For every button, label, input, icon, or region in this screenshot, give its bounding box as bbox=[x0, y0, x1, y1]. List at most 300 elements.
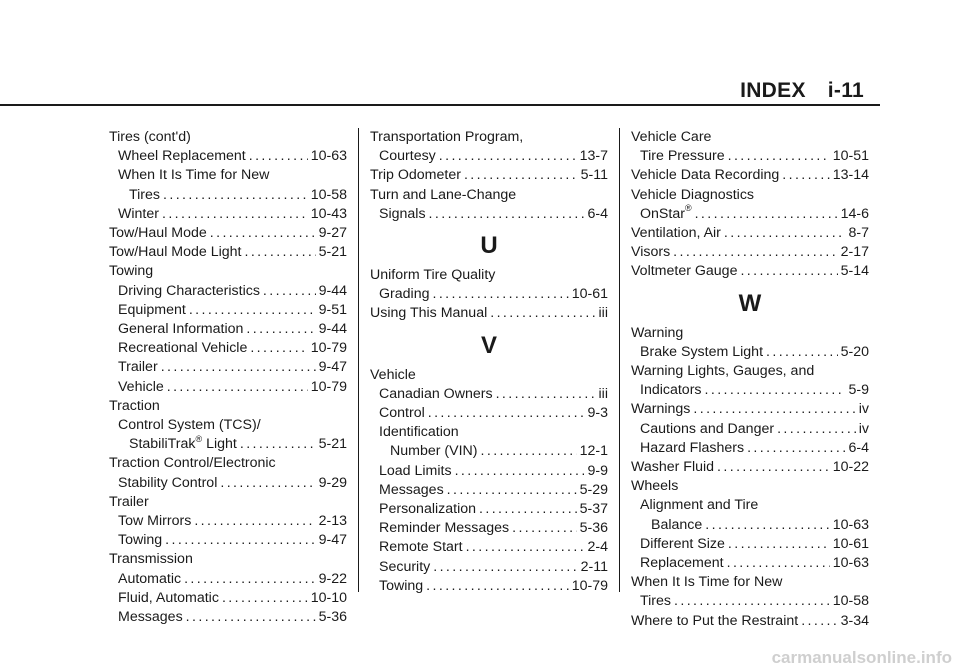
entry-text: Traction Control/Electronic bbox=[109, 455, 276, 472]
entry-text: Towing bbox=[118, 532, 163, 549]
page-reference: 10-79 bbox=[571, 577, 608, 594]
entry-term bbox=[118, 301, 186, 320]
entry-text: StabiliTrak bbox=[129, 436, 196, 453]
entry-term bbox=[640, 420, 774, 439]
page-reference: 5-11 bbox=[580, 167, 608, 184]
page-reference: 10-51 bbox=[832, 148, 869, 165]
dot-leader bbox=[163, 186, 308, 205]
entry-text: Vehicle Diagnostics bbox=[631, 186, 755, 203]
index-column-1 bbox=[109, 128, 347, 627]
dot-leader bbox=[705, 381, 846, 400]
index-entry bbox=[631, 400, 869, 419]
dot-leader bbox=[728, 147, 830, 166]
entry-text: Brake System Light bbox=[640, 343, 764, 360]
entry-term bbox=[379, 462, 452, 481]
index-entry bbox=[370, 423, 608, 442]
dot-leader bbox=[747, 439, 845, 458]
entry-text: Where to Put the Restraint bbox=[631, 612, 799, 629]
entry-term bbox=[118, 589, 219, 608]
page-reference: 10-58 bbox=[310, 186, 347, 203]
dot-leader bbox=[447, 481, 577, 500]
page-reference: 10-63 bbox=[832, 555, 869, 572]
entry-text: Uniform Tire Quality bbox=[370, 267, 496, 284]
entry-text: Vehicle Data Recording bbox=[631, 167, 780, 184]
entry-text: Warnings bbox=[631, 401, 691, 418]
page-reference: 9-22 bbox=[318, 570, 347, 587]
page-reference: 9-29 bbox=[318, 474, 347, 491]
dot-leader bbox=[189, 301, 316, 320]
entry-term bbox=[370, 304, 487, 323]
entry-text: Winter bbox=[118, 205, 159, 222]
index-entry bbox=[109, 416, 347, 435]
dot-leader bbox=[466, 538, 585, 557]
entry-term bbox=[118, 416, 261, 435]
entry-text: Turn and Lane-Change bbox=[370, 186, 517, 203]
entry-term bbox=[118, 358, 158, 377]
index-entry bbox=[109, 339, 347, 358]
page-reference: 12-1 bbox=[579, 443, 608, 460]
index-entry bbox=[631, 166, 869, 185]
entry-text: Indicators bbox=[640, 382, 702, 399]
page-reference: 9-51 bbox=[318, 301, 347, 318]
entry-term bbox=[129, 186, 160, 205]
dot-leader bbox=[717, 458, 830, 477]
entry-text: Different Size bbox=[640, 535, 725, 552]
entry-text: Voltmeter Gauge bbox=[631, 263, 738, 280]
entry-text: Number (VIN) bbox=[390, 443, 478, 460]
page-reference: 10-10 bbox=[310, 589, 347, 606]
index-entry bbox=[631, 243, 869, 262]
entry-term bbox=[370, 186, 516, 205]
entry-term bbox=[118, 378, 164, 397]
page-reference: 9-9 bbox=[587, 462, 608, 479]
index-entry bbox=[370, 147, 608, 166]
dot-leader bbox=[165, 531, 315, 550]
page-reference: 5-20 bbox=[840, 343, 869, 360]
index-entry bbox=[109, 262, 347, 281]
entry-term bbox=[118, 608, 183, 627]
entry-text: Towing bbox=[379, 577, 424, 594]
entry-text: Equipment bbox=[118, 301, 186, 318]
entry-text: Control System (TCS)/ bbox=[118, 417, 261, 434]
entry-term bbox=[118, 147, 246, 166]
entry-term bbox=[640, 343, 763, 362]
dot-leader bbox=[479, 500, 577, 519]
entry-term bbox=[118, 205, 159, 224]
entry-text: Trip Odometer bbox=[370, 167, 461, 184]
entry-text: Reminder Messages bbox=[379, 520, 510, 537]
page-reference: 6-4 bbox=[587, 205, 608, 222]
index-column-2 bbox=[370, 128, 608, 596]
entry-text: Balance bbox=[651, 516, 703, 533]
entry-text: Grading bbox=[379, 286, 430, 303]
entry-text: Remote Start bbox=[379, 539, 463, 556]
entry-term bbox=[631, 362, 814, 381]
entry-text: When It Is Time for New bbox=[631, 574, 783, 591]
entry-term bbox=[379, 558, 430, 577]
entry-term bbox=[631, 400, 690, 419]
entry-term bbox=[631, 166, 779, 185]
entry-term bbox=[631, 477, 678, 496]
index-entry bbox=[109, 378, 347, 397]
dot-leader bbox=[433, 558, 577, 577]
index-entry bbox=[631, 205, 869, 224]
dot-leader bbox=[490, 304, 595, 323]
entry-text: Tow/Haul Mode bbox=[109, 225, 207, 242]
entry-term bbox=[118, 320, 243, 339]
dot-leader bbox=[464, 166, 578, 185]
column-divider-2 bbox=[619, 128, 620, 592]
index-entry bbox=[109, 320, 347, 339]
index-entry bbox=[631, 592, 869, 611]
index-entry bbox=[631, 381, 869, 400]
index-entry bbox=[109, 493, 347, 512]
entry-text: Tires bbox=[129, 186, 161, 203]
page-reference: 10-79 bbox=[310, 378, 347, 395]
entry-text: Alignment and Tire bbox=[640, 497, 759, 514]
page-reference: 10-43 bbox=[310, 205, 347, 222]
index-entry bbox=[109, 224, 347, 243]
dot-leader bbox=[222, 589, 308, 608]
entry-text: When It Is Time for New bbox=[118, 167, 270, 184]
page-reference: 10-79 bbox=[310, 340, 347, 357]
entry-term bbox=[640, 439, 744, 458]
page-reference: 6-4 bbox=[848, 439, 869, 456]
index-entry bbox=[370, 500, 608, 519]
header-rule bbox=[0, 104, 880, 106]
entry-term bbox=[631, 186, 754, 205]
entry-term bbox=[118, 339, 247, 358]
entry-term bbox=[631, 243, 670, 262]
entry-term bbox=[631, 573, 782, 592]
entry-term bbox=[118, 166, 269, 185]
index-entry bbox=[370, 205, 608, 224]
index-entry bbox=[370, 366, 608, 385]
index-entry bbox=[370, 462, 608, 481]
entry-term bbox=[631, 324, 683, 343]
entry-text: Personalization bbox=[379, 501, 477, 518]
entry-text: Identification bbox=[379, 424, 459, 441]
entry-term bbox=[379, 423, 459, 442]
entry-term bbox=[370, 266, 495, 285]
entry-term bbox=[631, 458, 714, 477]
registered-mark: ® bbox=[684, 203, 692, 214]
section-letter: U bbox=[480, 232, 498, 260]
entry-term bbox=[118, 474, 217, 493]
entry-term bbox=[379, 500, 476, 519]
entry-term bbox=[370, 128, 523, 147]
page-reference: 5-9 bbox=[848, 382, 869, 399]
dot-leader bbox=[724, 224, 846, 243]
entry-term bbox=[109, 262, 153, 281]
index-entry bbox=[109, 531, 347, 550]
page-reference: 13-7 bbox=[579, 148, 608, 165]
index-entry bbox=[109, 589, 347, 608]
index-entry bbox=[109, 397, 347, 416]
entry-text: Vehicle bbox=[118, 378, 164, 395]
index-entry bbox=[370, 304, 608, 323]
index-entry bbox=[109, 608, 347, 627]
page-reference: 9-3 bbox=[587, 405, 608, 422]
page-reference: iii bbox=[598, 305, 608, 322]
entry-text: Warning bbox=[631, 324, 684, 341]
index-entry bbox=[109, 512, 347, 531]
entry-text: Warning Lights, Gauges, and bbox=[631, 363, 815, 380]
index-entry bbox=[631, 573, 869, 592]
section-letter: W bbox=[738, 289, 762, 317]
entry-text: Automatic bbox=[118, 570, 182, 587]
entry-term bbox=[370, 166, 461, 185]
page-reference: 5-14 bbox=[840, 263, 869, 280]
page-reference: 10-61 bbox=[832, 535, 869, 552]
entry-term bbox=[640, 496, 758, 515]
index-entry bbox=[109, 128, 347, 147]
dot-leader bbox=[184, 570, 316, 589]
index-entry bbox=[631, 439, 869, 458]
entry-text: Tow/Haul Mode Light bbox=[109, 244, 242, 261]
dot-leader bbox=[162, 205, 308, 224]
entry-term bbox=[631, 262, 737, 281]
index-entry bbox=[370, 385, 608, 404]
entry-text: Fluid, Automatic bbox=[118, 589, 219, 606]
entry-text: Tow Mirrors bbox=[118, 513, 192, 530]
entry-text: Driving Characteristics bbox=[118, 282, 260, 299]
entry-text: Vehicle Care bbox=[631, 129, 712, 145]
page-reference: 14-6 bbox=[840, 205, 869, 222]
index-entry bbox=[631, 343, 869, 362]
entry-text: Signals bbox=[379, 205, 426, 222]
entry-text: Tires (cont'd) bbox=[109, 129, 191, 145]
dot-leader bbox=[766, 343, 838, 362]
page-reference: 9-44 bbox=[318, 282, 347, 299]
entry-text: Control bbox=[379, 405, 425, 422]
entry-term bbox=[631, 612, 798, 631]
entry-term bbox=[379, 538, 463, 557]
index-entry bbox=[370, 558, 608, 577]
entry-text: Traction bbox=[109, 397, 160, 414]
entry-term bbox=[109, 550, 193, 569]
entry-term bbox=[640, 554, 724, 573]
page-reference: 9-47 bbox=[318, 359, 347, 376]
index-entry bbox=[631, 362, 869, 381]
page-reference: 5-29 bbox=[579, 481, 608, 498]
index-entry bbox=[370, 186, 608, 205]
column-divider-1 bbox=[358, 128, 359, 592]
entry-text: Washer Fluid bbox=[631, 459, 715, 476]
index-entry bbox=[109, 435, 347, 454]
index-entry bbox=[370, 442, 608, 461]
index-entry bbox=[109, 205, 347, 224]
entry-text: Ventilation, Air bbox=[631, 225, 721, 242]
entry-term bbox=[109, 224, 207, 243]
page-reference: 9-27 bbox=[318, 225, 347, 242]
index-entry bbox=[109, 474, 347, 493]
page-header bbox=[740, 79, 864, 103]
index-entry bbox=[109, 243, 347, 262]
page-reference: iv bbox=[858, 420, 869, 437]
watermark: carmanualsonline.info bbox=[771, 648, 952, 667]
entry-text: Vehicle bbox=[370, 366, 416, 383]
index-entry bbox=[370, 519, 608, 538]
page-reference: 10-63 bbox=[310, 148, 347, 165]
index-entry bbox=[370, 266, 608, 285]
entry-text: Tires bbox=[640, 593, 672, 610]
index-entry bbox=[631, 420, 869, 439]
entry-term bbox=[109, 128, 191, 147]
index-entry bbox=[109, 550, 347, 569]
entry-term bbox=[640, 147, 725, 166]
dot-leader bbox=[695, 205, 838, 224]
entry-term bbox=[379, 205, 426, 224]
entry-text: Canadian Owners bbox=[379, 385, 493, 402]
page-reference: 10-63 bbox=[832, 516, 869, 533]
entry-text: Courtesy bbox=[379, 148, 436, 165]
dot-leader bbox=[673, 243, 837, 262]
entry-text: Transmission bbox=[109, 551, 193, 568]
index-entry bbox=[109, 570, 347, 589]
dot-leader bbox=[740, 262, 837, 281]
dot-leader bbox=[428, 404, 585, 423]
entry-term bbox=[109, 454, 276, 473]
index-entry bbox=[109, 454, 347, 473]
index-entry bbox=[631, 128, 869, 147]
index-entry bbox=[109, 358, 347, 377]
entry-text: Stability Control bbox=[118, 474, 218, 491]
dot-leader bbox=[782, 166, 829, 185]
entry-term bbox=[631, 128, 711, 147]
entry-term bbox=[370, 366, 416, 385]
dot-leader bbox=[455, 462, 585, 481]
dot-leader bbox=[263, 282, 316, 301]
registered-mark: ® bbox=[195, 433, 203, 444]
page-reference: 2-4 bbox=[587, 539, 608, 556]
entry-text: Messages bbox=[379, 481, 444, 498]
index-entry bbox=[370, 285, 608, 304]
index-entry bbox=[109, 301, 347, 320]
entry-term bbox=[651, 516, 702, 535]
entry-text: Hazard Flashers bbox=[640, 439, 745, 456]
entry-term bbox=[379, 404, 425, 423]
page-reference: 8-7 bbox=[848, 225, 869, 242]
entry-text: Cautions and Danger bbox=[640, 420, 775, 437]
index-entry bbox=[370, 166, 608, 185]
dot-leader bbox=[429, 205, 585, 224]
dot-leader bbox=[727, 554, 830, 573]
entry-term bbox=[631, 224, 721, 243]
index-column-3 bbox=[631, 128, 869, 631]
page-reference: 13-14 bbox=[832, 167, 869, 184]
entry-term bbox=[640, 381, 702, 400]
index-entry bbox=[631, 324, 869, 343]
page-reference: 2-13 bbox=[318, 513, 347, 530]
index-entry bbox=[370, 481, 608, 500]
dot-leader bbox=[210, 224, 316, 243]
entry-term bbox=[640, 592, 671, 611]
dot-leader bbox=[512, 519, 576, 538]
index-entry bbox=[370, 404, 608, 423]
dot-leader bbox=[432, 285, 568, 304]
index-entry bbox=[370, 577, 608, 596]
index-entry bbox=[109, 282, 347, 301]
page-reference: iv bbox=[858, 401, 869, 418]
page-reference: 5-36 bbox=[318, 609, 347, 626]
entry-text: Recreational Vehicle bbox=[118, 340, 248, 357]
index-entry bbox=[631, 224, 869, 243]
dot-leader bbox=[250, 339, 307, 358]
index-entry bbox=[631, 535, 869, 554]
page-reference: 3-34 bbox=[840, 612, 869, 629]
index-entry bbox=[370, 538, 608, 557]
entry-term bbox=[129, 435, 237, 454]
entry-term bbox=[109, 397, 160, 416]
dot-leader bbox=[245, 243, 316, 262]
index-entry bbox=[631, 458, 869, 477]
entry-text: Wheels bbox=[631, 478, 679, 495]
entry-term bbox=[379, 577, 423, 596]
dot-leader bbox=[777, 420, 856, 439]
entry-text: Load Limits bbox=[379, 462, 452, 479]
dot-leader bbox=[161, 358, 316, 377]
dot-leader bbox=[426, 577, 569, 596]
entry-text: Using This Manual bbox=[370, 305, 488, 322]
page-reference: 9-44 bbox=[318, 321, 347, 338]
dot-leader bbox=[240, 435, 316, 454]
entry-term bbox=[379, 285, 429, 304]
page-reference: 10-61 bbox=[571, 286, 608, 303]
entry-term bbox=[118, 570, 181, 589]
dot-leader bbox=[186, 608, 316, 627]
entry-text-suffix: Light bbox=[202, 436, 237, 453]
page-reference: 5-21 bbox=[318, 244, 347, 261]
entry-term bbox=[109, 243, 242, 262]
index-entry bbox=[631, 262, 869, 281]
dot-leader bbox=[194, 512, 315, 531]
entry-term bbox=[379, 147, 436, 166]
entry-term bbox=[640, 205, 692, 224]
page-reference: 9-47 bbox=[318, 532, 347, 549]
entry-text: General Information bbox=[118, 321, 244, 338]
page-reference: 10-22 bbox=[832, 459, 869, 476]
index-entry bbox=[370, 128, 608, 147]
entry-term bbox=[379, 519, 509, 538]
dot-leader bbox=[220, 474, 315, 493]
header-page-number: i-11 bbox=[827, 79, 864, 102]
page-reference: iii bbox=[598, 385, 608, 402]
entry-text: Trailer bbox=[109, 493, 149, 510]
page-reference: 5-37 bbox=[579, 501, 608, 518]
entry-text: Towing bbox=[109, 263, 154, 280]
header-title: INDEX bbox=[740, 79, 806, 102]
index-entry bbox=[109, 147, 347, 166]
entry-text: OnStar bbox=[640, 205, 685, 222]
entry-text: Messages bbox=[118, 609, 183, 626]
entry-term bbox=[118, 512, 191, 531]
dot-leader bbox=[674, 592, 830, 611]
page-reference: 2-17 bbox=[840, 244, 869, 261]
index-entry bbox=[631, 477, 869, 496]
index-entry bbox=[631, 186, 869, 205]
dot-leader bbox=[801, 612, 837, 631]
index-entry bbox=[631, 612, 869, 631]
entry-term bbox=[118, 282, 260, 301]
index-entry bbox=[109, 186, 347, 205]
entry-text: Replacement bbox=[640, 555, 724, 572]
entry-text: Tire Pressure bbox=[640, 148, 725, 165]
index-entry bbox=[109, 166, 347, 185]
page-reference: 5-21 bbox=[318, 436, 347, 453]
entry-text: Transportation Program, bbox=[370, 129, 524, 145]
dot-leader bbox=[693, 400, 855, 419]
